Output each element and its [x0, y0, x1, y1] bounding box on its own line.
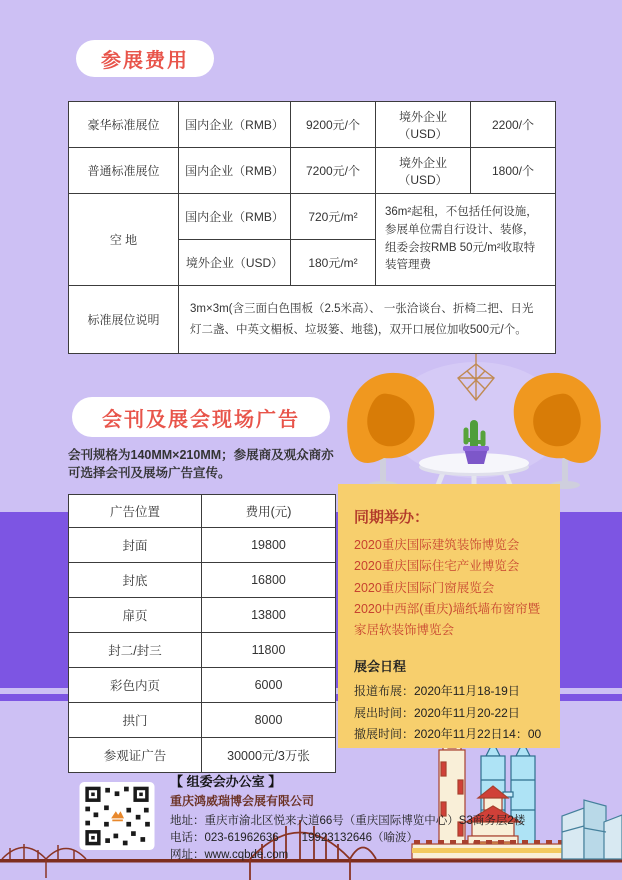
- address-line: 地址：重庆市渝北区悦来大道66号（重庆国际博览中心）S3商务层2楼: [170, 815, 526, 827]
- table-cell: 13800: [202, 598, 336, 633]
- table-cell: 境外企业（USD）: [376, 102, 471, 148]
- table-row: [69, 738, 336, 773]
- table-cell: 国内企业（RMB）: [179, 194, 291, 240]
- table-cell: 彩色内页: [69, 668, 202, 703]
- section-title-ads: [72, 397, 330, 437]
- table-cell: 普通标准展位: [69, 148, 179, 194]
- section-title-fees: [76, 40, 214, 77]
- fees-table: [68, 101, 556, 354]
- table-cell: 境外企业（USD）: [376, 148, 471, 194]
- column-header: 广告位置: [69, 495, 202, 528]
- company-name: 重庆鸿威瑞博会展有限公司: [170, 794, 315, 808]
- table-cell: 9200元/个: [291, 102, 376, 148]
- concurrent-event: 2020重庆国际门窗展览会: [354, 580, 495, 595]
- concurrent-title: 同期举办：: [354, 509, 430, 526]
- table-cell: 7200元/个: [291, 148, 376, 194]
- qr-code: [79, 782, 155, 850]
- booth-description: 3m×3m(含三面白色围板（2.5米高）、 一张洽谈台、折椅二把、日光灯二盏、中英文楣板、垃圾篓、地毯)，双开口展位加收500元/个。: [179, 286, 556, 354]
- table-cell: 空 地: [69, 194, 179, 286]
- ads-intro-text: 会刊规格为140MM×210MM；参展商及观众商亦可选择会刊及展场广告宣传。: [68, 448, 334, 481]
- table-row: [69, 102, 556, 148]
- concurrent-event: 2020中西部(重庆)墙纸墙布窗帘暨家居软装饰博览会: [354, 601, 541, 637]
- table-cell: 封底: [69, 563, 202, 598]
- ads-title-text: 会刊及展会现场广告: [102, 408, 300, 431]
- egg-chairs-illustration: [326, 348, 622, 490]
- table-row: [69, 563, 336, 598]
- table-cell: 6000: [202, 668, 336, 703]
- table-cell: 180元/m²: [291, 240, 376, 286]
- schedule-item: 展出时间：2020年11月20-22日: [354, 705, 520, 720]
- table-cell: 封面: [69, 528, 202, 563]
- table-row: [69, 633, 336, 668]
- table-cell: 境外企业（USD）: [179, 240, 291, 286]
- table-row: [69, 286, 556, 354]
- fees-title-text: 参展费用: [101, 50, 189, 72]
- table-row: [69, 598, 336, 633]
- website-line: 网址：www.cqbde.com: [170, 849, 289, 861]
- table-row: [69, 148, 556, 194]
- table-cell: 720元/m²: [291, 194, 376, 240]
- table-cell: 1800/个: [471, 148, 556, 194]
- table-cell: 扉页: [69, 598, 202, 633]
- phone-line: 电话：023-61962636 19923132646（喻波）: [170, 832, 419, 844]
- contact-block: [170, 773, 620, 864]
- table-cell: 11800: [202, 633, 336, 668]
- ads-table: [68, 494, 336, 773]
- schedule-title: 展会日程: [354, 659, 407, 675]
- concurrent-event: 2020重庆国际建筑装饰博览会: [354, 538, 520, 552]
- table-cell: 2200/个: [471, 102, 556, 148]
- table-cell: 国内企业（RMB）: [179, 102, 291, 148]
- table-cell: 标准展位说明: [69, 286, 179, 354]
- table-cell: 参观证广告: [69, 738, 202, 773]
- table-row: [69, 668, 336, 703]
- table-header-row: [69, 495, 336, 528]
- table-cell: 8000: [202, 703, 336, 738]
- table-row: [69, 703, 336, 738]
- concurrent-events-panel: [338, 484, 560, 748]
- table-cell: 豪华标准展位: [69, 102, 179, 148]
- table-cell: 拱门: [69, 703, 202, 738]
- space-note: 36m²起租，不包括任何设施，参展单位需自行设计、装修， 组委会按RMB 50元/m²收取特装管理费: [376, 194, 556, 286]
- table-cell: 国内企业（RMB）: [179, 148, 291, 194]
- office-title: 【 组委会办公室 】: [170, 774, 282, 789]
- table-cell: 16800: [202, 563, 336, 598]
- table-cell: 30000元/3万张: [202, 738, 336, 773]
- table-cell: 19800: [202, 528, 336, 563]
- schedule-item: 报道布展：2020年11月18-19日: [354, 684, 520, 699]
- concurrent-event: 2020重庆国际住宅产业博览会: [354, 559, 520, 574]
- table-row: [69, 194, 556, 240]
- column-header: 费用(元): [202, 495, 336, 528]
- table-row: [69, 528, 336, 563]
- schedule-item: 撤展时间：2020年11月22日14：00: [354, 727, 542, 742]
- table-cell: 封二/封三: [69, 633, 202, 668]
